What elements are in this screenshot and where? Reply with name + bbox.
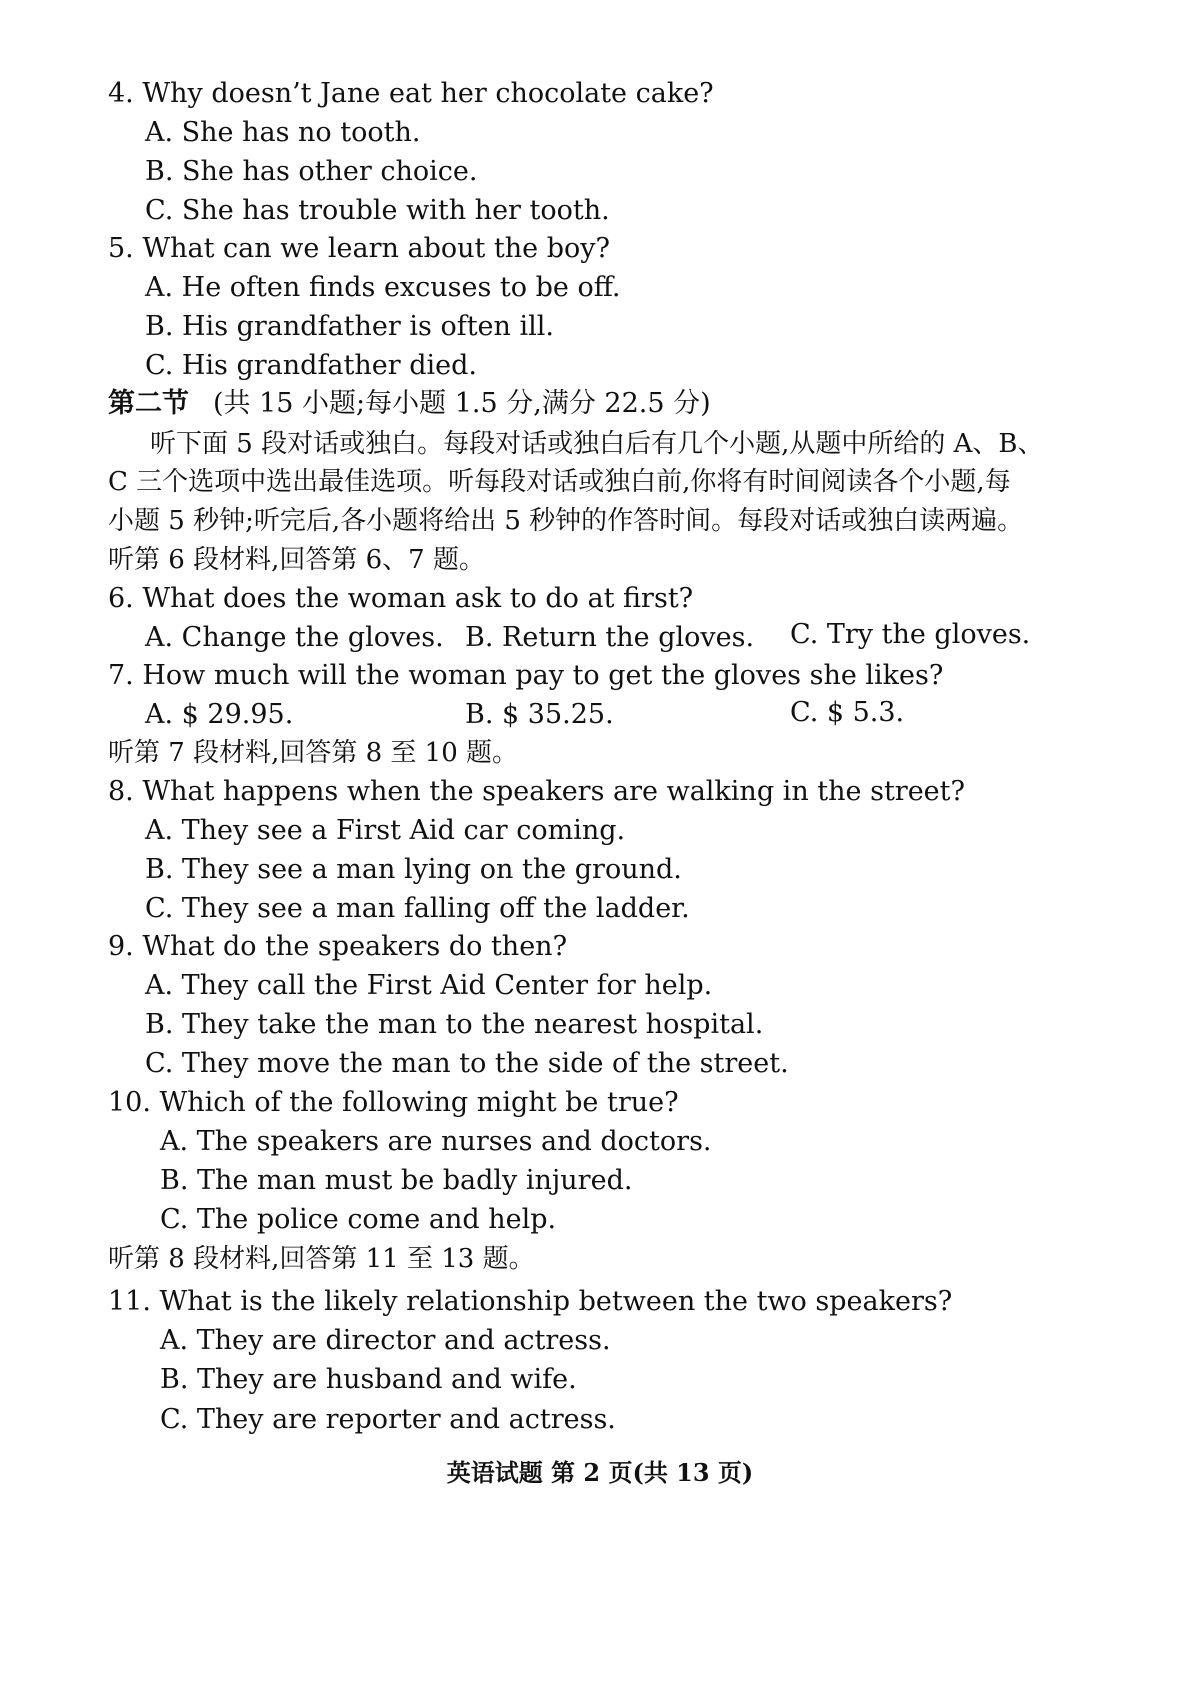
option-6a: A. Change the gloves.	[145, 622, 444, 653]
section-subtitle: (共 15 小题;每小题 1.5 分,满分 22.5 分)	[213, 388, 711, 419]
question-9: 9. What do the speakers do then?	[108, 931, 568, 962]
option-4a: A. She has no tooth.	[145, 117, 421, 148]
option-6b: B. Return the gloves.	[465, 622, 755, 653]
question-11: 11. What is the likely relationship between the two speakers?	[108, 1286, 953, 1317]
segment-8-heading: 听第 8 段材料,回答第 11 至 13 题。	[108, 1244, 535, 1274]
option-10c: C. The police come and help.	[160, 1204, 557, 1235]
question-5: 5. What can we learn about the boy?	[108, 233, 610, 264]
option-7c: C. $ 5.3.	[790, 697, 905, 728]
section-title: 第二节	[108, 388, 189, 419]
question-6: 6. What does the woman ask to do at first?	[108, 583, 694, 614]
section-heading	[108, 384, 711, 424]
question-4: 4. Why doesn’t Jane eat her chocolate cake?	[108, 78, 714, 109]
question-8: 8. What happens when the speakers are walking in the street?	[108, 776, 965, 807]
option-5c: C. His grandfather died.	[145, 350, 478, 381]
option-7b: B. $ 35.25.	[465, 699, 614, 730]
question-7: 7. How much will the woman pay to get the gloves she likes?	[108, 660, 944, 691]
instruction-line-1: 听下面 5 段对话或独白。每段对话或独白后有几个小题,从题中所给的 A、B、	[150, 429, 1044, 459]
option-4b: B. She has other choice.	[145, 156, 478, 187]
option-5a: A. He often finds excuses to be off.	[145, 272, 621, 303]
option-10b: B. The man must be badly injured.	[160, 1165, 633, 1196]
option-11a: A. They are director and actress.	[160, 1325, 611, 1356]
segment-6-heading: 听第 6 段材料,回答第 6、7 题。	[108, 545, 485, 575]
option-6c: C. Try the gloves.	[790, 619, 1031, 650]
instruction-line-3: 小题 5 秒钟;听完后,各小题将给出 5 秒钟的作答时间。每段对话或独白读两遍。	[108, 506, 1024, 536]
option-4c: C. She has trouble with her tooth.	[145, 195, 610, 226]
option-9b: B. They take the man to the nearest hospital.	[145, 1009, 764, 1040]
option-8c: C. They see a man falling off the ladder.	[145, 893, 690, 924]
option-9c: C. They move the man to the side of the street.	[145, 1048, 789, 1079]
option-5b: B. His grandfather is often ill.	[145, 311, 554, 342]
option-8a: A. They see a First Aid car coming.	[145, 815, 626, 846]
option-9a: A. They call the First Aid Center for help.	[145, 970, 713, 1001]
segment-7-heading: 听第 7 段材料,回答第 8 至 10 题。	[108, 738, 519, 768]
option-8b: B. They see a man lying on the ground.	[145, 854, 682, 885]
option-7a: A. $ 29.95.	[145, 699, 294, 730]
option-10a: A. The speakers are nurses and doctors.	[160, 1126, 712, 1157]
option-11c: C. They are reporter and actress.	[160, 1404, 616, 1435]
option-11b: B. They are husband and wife.	[160, 1364, 577, 1395]
question-10: 10. Which of the following might be true?	[108, 1087, 679, 1118]
page-footer: 英语试题 第 2 页(共 13 页)	[446, 1458, 754, 1487]
instruction-line-2: C 三个选项中选出最佳选项。听每段对话或独白前,你将有时间阅读各个小题,每	[108, 467, 1011, 497]
